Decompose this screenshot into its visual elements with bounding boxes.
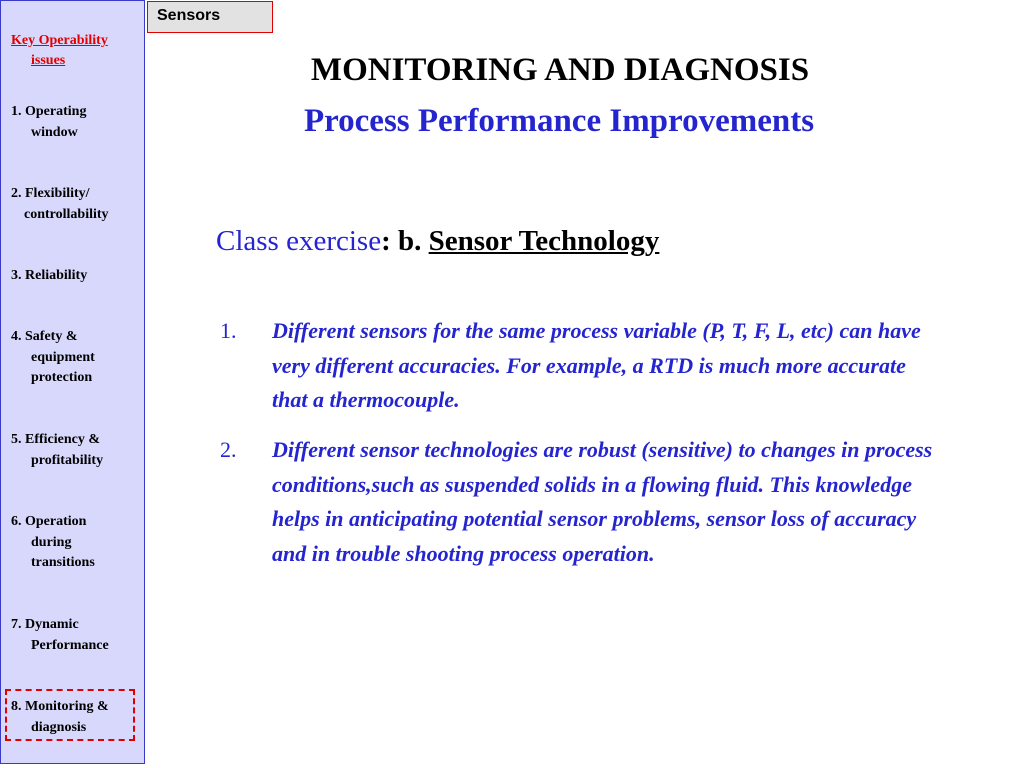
sidebar-item-label: 3. Reliability xyxy=(11,268,88,283)
list-item-text: Different sensors for the same process variable (P, T, F, L, etc) can have very different accuracies. For example, a RTD is much more accurate that a thermocouple. xyxy=(272,318,921,412)
section-tab[interactable] xyxy=(147,1,273,33)
list-item xyxy=(220,314,940,418)
sidebar-item-label: during xyxy=(31,534,72,550)
sidebar-item-monitoring-diagnosis[interactable] xyxy=(11,697,141,738)
sidebar-item-label: 7. Dynamic xyxy=(11,617,79,632)
sidebar-item-label: 4. Safety & xyxy=(11,329,78,344)
sidebar-header-line1: Key Operability xyxy=(11,33,108,48)
exercise-topic: Sensor Technology xyxy=(428,225,660,257)
sidebar-item-label: controllability xyxy=(24,206,109,222)
sidebar-item-label: window xyxy=(31,124,78,140)
sidebar-item-efficiency[interactable] xyxy=(11,430,141,471)
section-tab-label: Sensors xyxy=(157,7,221,24)
sidebar-item-label: 5. Efficiency & xyxy=(11,432,101,447)
sidebar-item-label: protection xyxy=(31,370,93,385)
sidebar-item-label: 8. Monitoring & xyxy=(11,699,109,714)
sidebar-item-label: profitability xyxy=(31,452,104,468)
sidebar-item-safety[interactable] xyxy=(11,327,141,389)
sidebar-item-flexibility[interactable] xyxy=(11,184,141,225)
sidebar-item-label: Performance xyxy=(31,637,109,653)
sidebar-item-label: 2. Flexibility/ xyxy=(11,186,90,201)
slide-subtitle: Process Performance Improvements xyxy=(303,103,815,139)
list-item-number: 2. xyxy=(220,437,237,462)
exercise-separator: : b. xyxy=(381,225,429,257)
list-item-number: 1. xyxy=(220,318,237,343)
sidebar-item-label: equipment xyxy=(31,349,95,365)
exercise-label: Class exercise xyxy=(216,225,382,257)
sidebar-item-label: diagnosis xyxy=(31,719,87,735)
sidebar xyxy=(0,0,145,764)
sidebar-header[interactable] xyxy=(11,31,141,71)
sidebar-header-line2: issues xyxy=(31,53,66,68)
sidebar-item-dynamic-performance[interactable] xyxy=(11,615,141,656)
sidebar-item-label: transitions xyxy=(31,555,95,570)
list-item xyxy=(220,433,940,571)
exercise-heading xyxy=(216,223,659,259)
list-item-text: Different sensor technologies are robust (sensitive) to changes in process conditions,such as suspended solids in a flowing fluid. This knowledge helps in anticipating potential sensor problems, sensor loss of accuracy and in trouble shooting process operation. xyxy=(272,437,933,566)
sidebar-item-label: 1. Operating xyxy=(11,104,87,119)
sidebar-item-reliability[interactable] xyxy=(11,266,141,287)
sidebar-item-operating-window[interactable] xyxy=(11,102,141,143)
sidebar-item-operation-transitions[interactable] xyxy=(11,512,141,574)
slide-title: MONITORING AND DIAGNOSIS xyxy=(310,52,810,88)
sidebar-item-label: 6. Operation xyxy=(11,514,87,529)
